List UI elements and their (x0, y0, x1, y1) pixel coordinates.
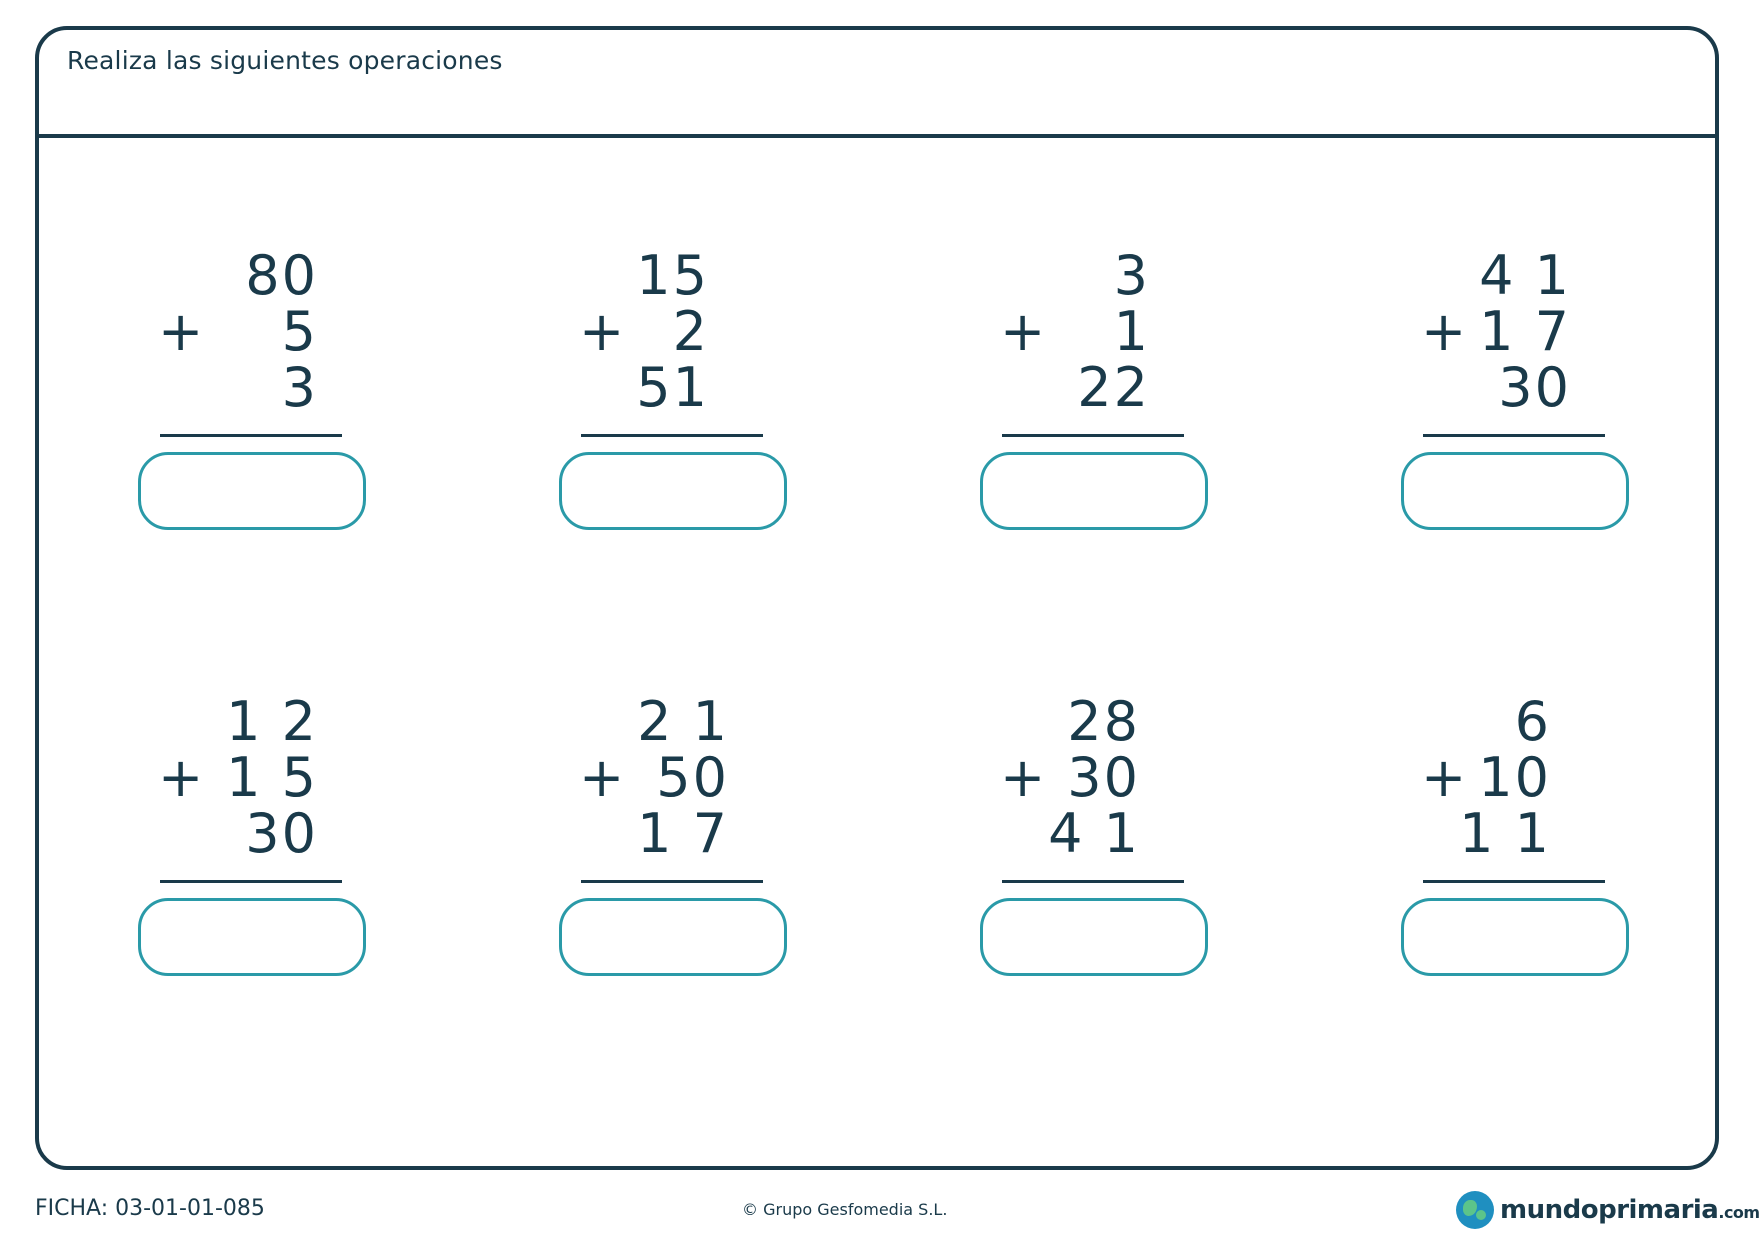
problem-5 (138, 690, 368, 980)
plus-sign: + (579, 746, 625, 809)
addend-c: 3 (281, 356, 318, 419)
addend-c: 1 7 (637, 802, 729, 865)
addend-a: 4 1 (1479, 244, 1571, 307)
addend-c: 30 (245, 802, 318, 865)
sum-line (1002, 434, 1184, 437)
addend-a: 15 (636, 244, 709, 307)
sum-line (160, 434, 342, 437)
addend-a: 80 (245, 244, 318, 307)
logo-text (1500, 1195, 1760, 1225)
worksheet-frame (35, 26, 1719, 1170)
answer-box[interactable] (559, 898, 787, 976)
sum-line (1002, 880, 1184, 883)
addend-a: 1 2 (226, 690, 318, 753)
addend-c: 30 (1498, 356, 1571, 419)
addend-b: 10 (1478, 746, 1551, 809)
addend-c: 1 1 (1459, 802, 1551, 865)
problem-4 (1401, 244, 1631, 534)
problem-8 (1401, 690, 1631, 980)
addend-a: 2 1 (637, 690, 729, 753)
globe-icon (1456, 1191, 1494, 1229)
addend-b: 1 5 (226, 746, 318, 809)
answer-box[interactable] (138, 898, 366, 976)
addend-c: 4 1 (1048, 802, 1140, 865)
answer-box[interactable] (138, 452, 366, 530)
addend-b: 5 (281, 300, 318, 363)
problem-6 (559, 690, 789, 980)
answer-box[interactable] (559, 452, 787, 530)
plus-sign: + (1421, 746, 1467, 809)
sum-line (581, 880, 763, 883)
ficha-code: FICHA: 03-01-01-085 (35, 1196, 265, 1221)
sum-line (1423, 434, 1605, 437)
header-divider (39, 134, 1715, 138)
logo-domain: .com (1718, 1203, 1760, 1222)
addend-c: 22 (1077, 356, 1150, 419)
problem-7 (980, 690, 1210, 980)
sum-line (581, 434, 763, 437)
addend-a: 6 (1514, 690, 1551, 753)
addend-b: 50 (656, 746, 729, 809)
answer-box[interactable] (980, 898, 1208, 976)
answer-box[interactable] (1401, 452, 1629, 530)
instruction-text: Realiza las siguientes operaciones (67, 46, 503, 75)
copyright-text: © Grupo Gesfomedia S.L. (742, 1200, 948, 1219)
addend-a: 28 (1067, 690, 1140, 753)
addend-a: 3 (1113, 244, 1150, 307)
plus-sign: + (1421, 300, 1467, 363)
answer-box[interactable] (1401, 898, 1629, 976)
plus-sign: + (1000, 300, 1046, 363)
plus-sign: + (1000, 746, 1046, 809)
sum-line (1423, 880, 1605, 883)
problem-2 (559, 244, 789, 534)
plus-sign: + (579, 300, 625, 363)
plus-sign: + (158, 300, 204, 363)
sum-line (160, 880, 342, 883)
answer-box[interactable] (980, 452, 1208, 530)
plus-sign: + (158, 746, 204, 809)
addend-b: 1 (1113, 300, 1150, 363)
addend-b: 2 (672, 300, 709, 363)
problem-3 (980, 244, 1210, 534)
mundoprimaria-logo[interactable] (1456, 1190, 1760, 1230)
problem-1 (138, 244, 368, 534)
logo-main: mundoprimaria (1500, 1195, 1719, 1225)
addend-c: 51 (636, 356, 709, 419)
addend-b: 30 (1067, 746, 1140, 809)
addend-b: 1 7 (1479, 300, 1571, 363)
